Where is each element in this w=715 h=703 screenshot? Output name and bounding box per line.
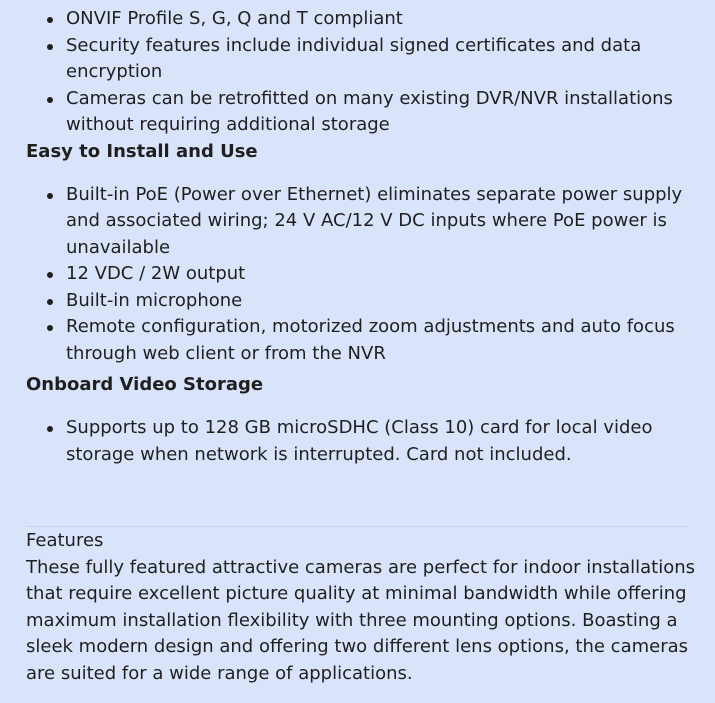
features-block [26, 528, 696, 687]
list-item: Security features include individual signed certificates and data encryption [0, 33, 715, 86]
section-heading-install: Easy to Install and Use [26, 140, 258, 162]
list-item: Built-in microphone [0, 288, 715, 315]
list-item: ONVIF Profile S, G, Q and T compliant [0, 6, 715, 33]
list-item: Built-in PoE (Power over Ethernet) eliminates separate power supply and associated wiring; 24 V AC/12 V DC inputs where PoE power is unavailable [0, 182, 715, 262]
install-bullet-list [0, 182, 715, 368]
storage-bullet-list [0, 415, 715, 468]
features-paragraph: These fully featured attractive cameras are perfect for indoor installations that require excellent picture quality at minimal bandwidth while offering maximum installation flexibility with three mounting options. Boasting a sleek modern design and offering two different lens options, the cameras are suited for a wide range of applications. [26, 556, 695, 684]
features-title: Features [26, 530, 104, 551]
list-item: Cameras can be retrofitted on many existing DVR/NVR installations without requiring additional storage [0, 86, 715, 139]
section-divider [26, 526, 688, 527]
intro-bullet-list [0, 6, 715, 139]
list-item: Remote configuration, motorized zoom adjustments and auto focus through web client or from the NVR [0, 314, 715, 367]
section-heading-storage: Onboard Video Storage [26, 374, 264, 395]
list-item: 12 VDC / 2W output [0, 261, 715, 288]
list-item: Supports up to 128 GB microSDHC (Class 10) card for local video storage when network is interrupted. Card not included. [0, 415, 715, 468]
